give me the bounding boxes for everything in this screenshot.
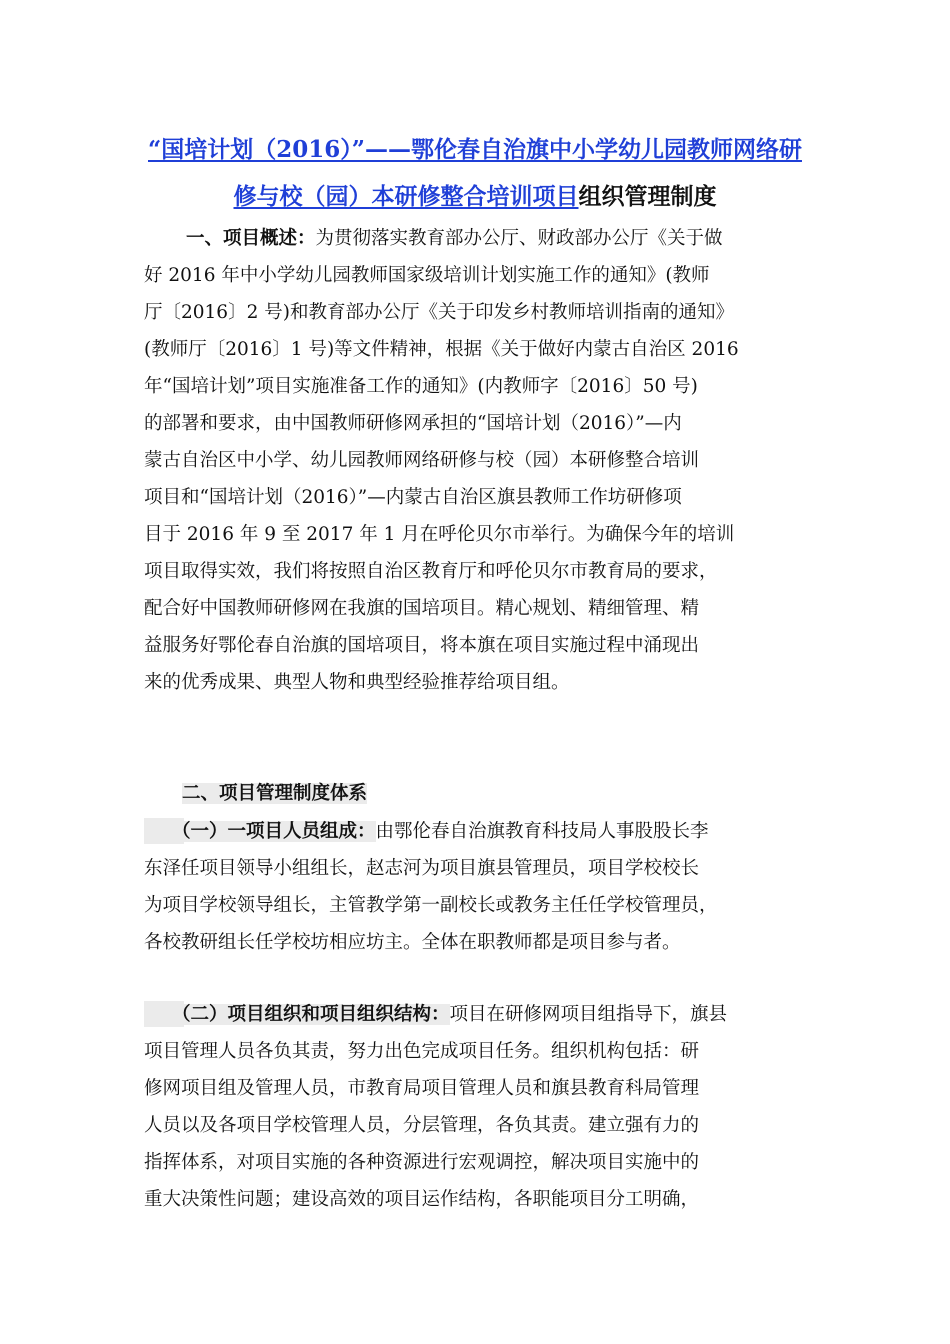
- paragraph-line: 蒙古自治区中小学、幼儿园教师网络研修与校（园）本研修整合培训: [144, 450, 700, 471]
- paragraph-text: 项目在研修网项目组指导下，旗县: [449, 1004, 728, 1025]
- paragraph-text: 为贯彻落实教育部办公厅、财政部办公厅《关于做: [315, 228, 723, 249]
- paragraph-line: 的部署和要求，由中国教师研修网承担的“国培计划（2016）”—内: [144, 413, 682, 434]
- paragraph-line: [186, 227, 723, 251]
- subsection-heading-personnel: （一）一项目人员组成：: [172, 821, 376, 842]
- paragraph-line: 目于 2016 年 9 至 2017 年 1 月在呼伦贝尔市举行。为确保今年的培训: [144, 524, 735, 545]
- paragraph-line: 东泽任项目领导小组组长，赵志河为项目旗县管理员，项目学校校长: [144, 858, 700, 879]
- paragraph-text: 由鄂伦春自治旗教育科技局人事股股长李: [375, 821, 709, 842]
- subsection-heading-organization: （二）项目组织和项目组织结构：: [172, 1004, 450, 1025]
- title-link-part-2[interactable]: 修与校（园）本研修整合培训项目: [233, 183, 579, 210]
- paragraph-line: 项目和“国培计划（2016）”—内蒙古自治区旗县教师工作坊研修项: [144, 487, 682, 508]
- paragraph-line: 修网项目组及管理人员，市教育局项目管理人员和旗县教育科局管理: [144, 1078, 700, 1099]
- paragraph-line: [172, 820, 709, 844]
- section-heading-management: [182, 782, 367, 806]
- paragraph-line: 各校教研组长任学校坊相应坊主。全体在职教师都是项目参与者。: [144, 932, 681, 953]
- paragraph-line: 人员以及各项目学校管理人员，分层管理，各负其责。建立强有力的: [144, 1115, 700, 1136]
- paragraph-line: 来的优秀成果、典型人物和典型经验推荐给项目组。: [144, 672, 570, 693]
- paragraph-line: 益服务好鄂伦春自治旗的国培项目，将本旗在项目实施过程中涌现出: [144, 635, 700, 656]
- title-link-part-1[interactable]: “国培计划（2016）”——鄂伦春自治旗中小学幼儿园教师网络研: [148, 136, 802, 163]
- paragraph-line: 年“国培计划”项目实施准备工作的通知》(内教师字〔2016〕50 号): [144, 376, 698, 397]
- title-plain-part: 组织管理制度: [578, 183, 717, 210]
- paragraph-line: (教师厅〔2016〕1 号)等文件精神，根据《关于做好内蒙古自治区 2016: [144, 339, 739, 360]
- section-heading-overview: 一、项目概述：: [186, 228, 316, 249]
- paragraph-line: 厅〔2016〕2 号)和教育部办公厅《关于印发乡村教师培训指南的通知》: [144, 302, 734, 323]
- paragraph-line: 指挥体系，对项目实施的各种资源进行宏观调控，解决项目实施中的: [144, 1152, 700, 1173]
- paragraph-line: 配合好中国教师研修网在我旗的国培项目。精心规划、精细管理、精: [144, 598, 700, 619]
- document-title-line-1: [140, 136, 810, 164]
- document-title-line-2: [140, 183, 810, 211]
- paragraph-line: 重大决策性问题；建设高效的项目运作结构，各职能项目分工明确，: [144, 1189, 700, 1210]
- paragraph-line: [172, 1003, 727, 1027]
- paragraph-line: 项目管理人员各负其责，努力出色完成项目任务。组织机构包括：研: [144, 1041, 700, 1062]
- section-heading-text: 二、项目管理制度体系: [182, 783, 368, 804]
- paragraph-line: 为项目学校领导组长，主管教学第一副校长或教务主任任学校管理员，: [144, 895, 718, 916]
- paragraph-line: 项目取得实效，我们将按照自治区教育厅和呼伦贝尔市教育局的要求，: [144, 561, 718, 582]
- paragraph-line: 好 2016 年中小学幼儿园教师国家级培训计划实施工作的通知》(教师: [144, 265, 710, 286]
